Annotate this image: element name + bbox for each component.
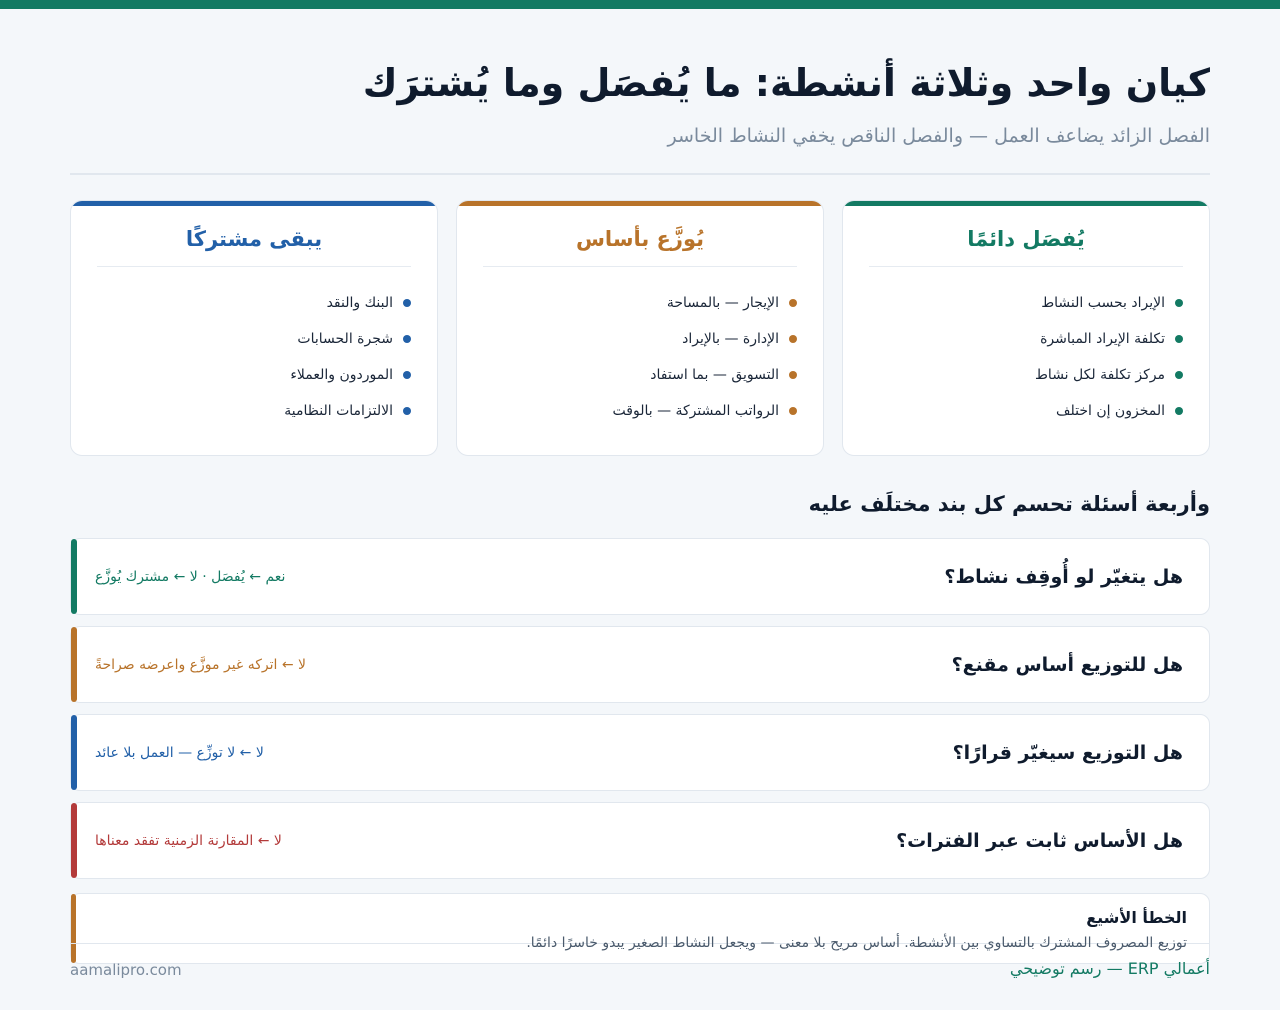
question-stripe <box>71 803 77 878</box>
list-item-label: الإيجار — بالمساحة <box>666 295 779 311</box>
question-answer: لا ← المقارنة الزمنية تفقد معناها <box>95 832 282 849</box>
list-item <box>483 393 797 429</box>
question-answer: لا ← اتركه غير موزَّع واعرضه صراحةً <box>95 656 306 673</box>
bullet-dot-icon <box>403 335 411 343</box>
question-stripe <box>71 627 77 702</box>
card-accent <box>457 201 823 206</box>
list-item <box>483 321 797 357</box>
list-item <box>97 321 411 357</box>
list-item-label: الإدارة — بالإيراد <box>682 331 779 347</box>
bullet-dot-icon <box>1175 299 1183 307</box>
footer-brand: أعمالي ERP — رسم توضيحي <box>1009 959 1210 978</box>
header-divider <box>70 173 1210 175</box>
bullet-dot-icon <box>403 371 411 379</box>
question-text: هل للتوزيع أساس مقنع؟ <box>951 653 1183 676</box>
card-title: يُفصَل دائمًا <box>967 227 1085 251</box>
list-item <box>869 321 1183 357</box>
page-title: كيان واحد وثلاثة أنشطة: ما يُفصَل وما يُشترَك <box>362 61 1210 105</box>
card-list <box>97 285 411 429</box>
footer-site: aamalipro.com <box>70 961 182 979</box>
card-divider <box>97 266 411 267</box>
question-text: هل الأساس ثابت عبر الفترات؟ <box>896 829 1183 852</box>
bullet-dot-icon <box>1175 335 1183 343</box>
list-item <box>97 285 411 321</box>
list-item-label: المخزون إن اختلف <box>1055 403 1165 419</box>
common-mistake-note <box>70 893 1210 964</box>
card-divider <box>483 266 797 267</box>
list-item <box>869 393 1183 429</box>
list-item <box>869 357 1183 393</box>
list-item-label: مركز تكلفة لكل نشاط <box>1034 367 1165 383</box>
card-title: يبقى مشتركًا <box>185 227 323 251</box>
question-answer: لا ← لا توزِّع — العمل بلا عائد <box>95 744 264 761</box>
question-row <box>70 538 1210 615</box>
note-text: توزيع المصروف المشترك بالتساوي بين الأنشطة. أساس مريح بلا معنى — ويجعل النشاط الصغير يبدو خاسرًا دائمًا. <box>526 935 1187 951</box>
card-title: يُوزَّع بأساس <box>575 227 705 251</box>
list-item-label: الإيراد بحسب النشاط <box>1041 295 1165 311</box>
card-accent <box>71 201 437 206</box>
bullet-dot-icon <box>789 299 797 307</box>
bullet-dot-icon <box>789 407 797 415</box>
card-divider <box>869 266 1183 267</box>
card-always-separated <box>842 200 1210 456</box>
page-subtitle: الفصل الزائد يضاعف العمل — والفصل الناقص يخفي النشاط الخاسر <box>667 125 1210 147</box>
list-item-label: تكلفة الإيراد المباشرة <box>1040 331 1165 347</box>
note-stripe <box>71 894 76 963</box>
list-item <box>869 285 1183 321</box>
questions-section-title: وأربعة أسئلة تحسم كل بند مختلَف عليه <box>808 492 1210 516</box>
note-title: الخطأ الأشيع <box>1086 908 1187 927</box>
list-item <box>483 285 797 321</box>
question-row <box>70 626 1210 703</box>
card-list <box>869 285 1183 429</box>
bullet-dot-icon <box>1175 371 1183 379</box>
list-item-label: البنك والنقد <box>326 295 393 311</box>
question-stripe <box>71 715 77 790</box>
list-item-label: التسويق — بما استفاد <box>650 367 779 383</box>
list-item-label: شجرة الحسابات <box>297 331 393 347</box>
list-item <box>483 357 797 393</box>
question-row <box>70 714 1210 791</box>
card-allocated-by-basis <box>456 200 824 456</box>
list-item <box>97 357 411 393</box>
card-remains-shared <box>70 200 438 456</box>
bullet-dot-icon <box>1175 407 1183 415</box>
category-cards <box>70 200 1210 456</box>
card-list <box>483 285 797 429</box>
question-row <box>70 802 1210 879</box>
list-item-label: الرواتب المشتركة — بالوقت <box>612 403 779 419</box>
header <box>70 60 1210 148</box>
list-item <box>97 393 411 429</box>
bullet-dot-icon <box>789 335 797 343</box>
card-accent <box>843 201 1209 206</box>
question-text: هل يتغيّر لو أُوقِف نشاط؟ <box>944 565 1183 588</box>
bullet-dot-icon <box>403 407 411 415</box>
bullet-dot-icon <box>789 371 797 379</box>
question-answer: نعم ← يُفصَل · لا ← مشترك يُوزَّع <box>95 568 286 585</box>
list-item-label: الموردون والعملاء <box>290 367 393 383</box>
question-text: هل التوزيع سيغيّر قرارًا؟ <box>952 741 1183 764</box>
question-stripe <box>71 539 77 614</box>
bullet-dot-icon <box>403 299 411 307</box>
top-accent-bar <box>0 0 1280 9</box>
list-item-label: الالتزامات النظامية <box>284 403 393 419</box>
